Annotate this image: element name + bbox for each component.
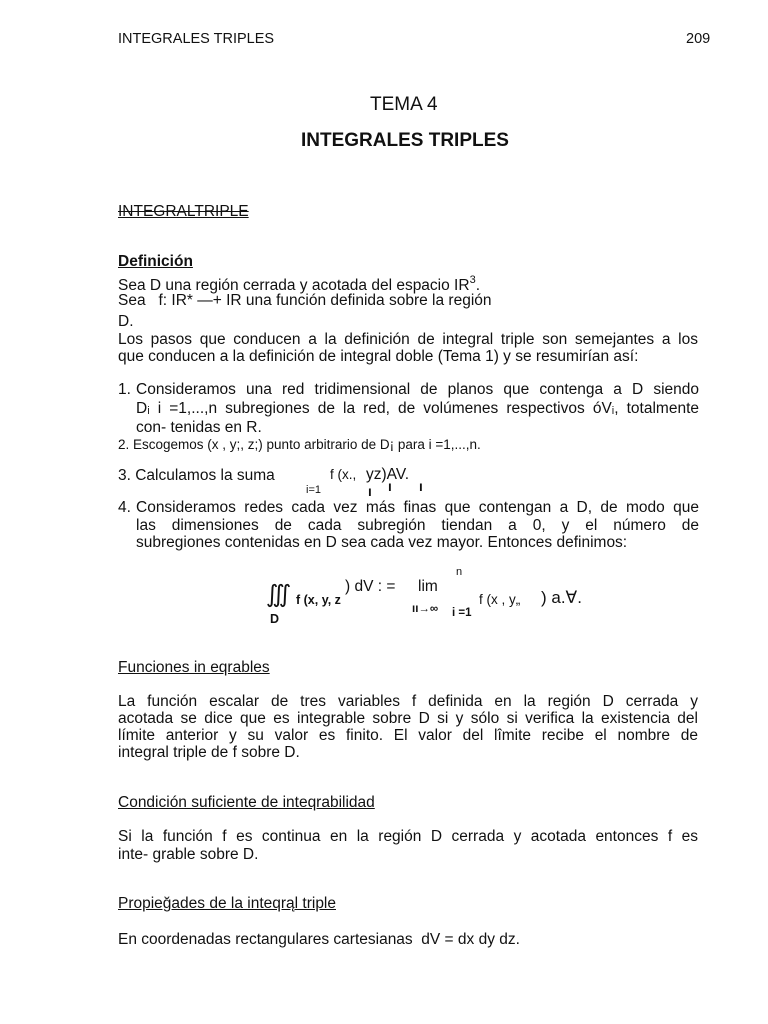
step-4-number: 4. <box>118 499 131 516</box>
sum-upper-limit: n <box>456 566 463 578</box>
subscript-mark-3: ı <box>419 479 423 494</box>
running-header: INTEGRALES TRIPLES <box>118 31 275 47</box>
section-heading-sufficient-condition: Condición suficiente de inteqrabilidad <box>118 794 375 811</box>
triple-integral-sign: ∭ <box>266 581 292 608</box>
step-1-number: 1. <box>118 381 131 398</box>
section-4-line-1: En coordenadas rectangulares cartesianas dV = dx dy dz. <box>118 931 520 948</box>
integrand: f (x, y, z <box>296 593 341 607</box>
volume-element: ) dV : = <box>345 578 396 595</box>
summand: f (x , y„ <box>479 592 521 607</box>
definition-line-1-end: . <box>475 277 480 294</box>
step-3-expression-end: yz)AV. <box>366 466 410 483</box>
sum-index-lower: i=1 <box>306 484 321 496</box>
definition-line-3: D. <box>118 313 134 330</box>
section-3-line-2: inte- grable sobre D. <box>118 846 259 863</box>
page-number: 209 <box>686 31 711 47</box>
limit-label: lim <box>418 578 438 595</box>
definition-heading: Definición <box>118 253 193 270</box>
section-heading-properties: Propieğades de la inteqrąl triple <box>118 895 336 912</box>
section-heading-integrable-functions: Funciones in eqrables <box>118 659 270 676</box>
section-2-line-3: límite anterior y su valor es finito. El valor del lîmite recibe el nombre de <box>118 727 698 744</box>
definition-line-4: Los pasos que conducen a la definición de integral triple son semejantes a los <box>118 331 698 348</box>
step-1-line-2: Dᵢ i =1,...,n subregiones de la red, de volúmenes respectivos óVᵢ, totalmente <box>136 400 699 417</box>
superscript-3: 3 <box>469 274 476 286</box>
step-1-line-1: Consideramos una red tridimensional de planos que contenga a D siendo <box>136 381 699 398</box>
definition-line-1-text: Sea D una región cerrada y acotada del espacio IR <box>118 277 470 294</box>
step-3-expression: f (x., <box>330 467 357 482</box>
section-3-line-1: Si la función f es continua en la región D cerrada y acotada entonces f es <box>118 828 698 845</box>
step-4-line-2: las dimensiones de cada subregión tiendan a 0, y el número de <box>136 517 699 534</box>
step-4-line-3: subregiones contenidas en D sea cada vez mayor. Entonces definimos: <box>136 534 628 551</box>
chapter-title: INTEGRALES TRIPLES <box>301 130 509 151</box>
section-2-line-4: integral triple de f sobre D. <box>118 744 300 761</box>
step-2: 2. Escogemos (x , y;, z;) punto arbitrario de D¡ para i =1,...,n. <box>118 437 481 452</box>
chapter-number: TEMA 4 <box>370 94 438 115</box>
step-4-line-1: Consideramos redes cada vez más finas que contengan a D, de modo que <box>136 499 699 516</box>
step-1-line-3: con- tenidas en R. <box>136 419 262 436</box>
limit-subscript: ıı→∞ <box>412 603 439 615</box>
subscript-mark-1: ı <box>368 484 372 499</box>
section-2-line-2: acotada se dice que es integrable sobre D si y sólo si verifica la existencia del <box>118 710 698 727</box>
definition-line-2: Sea f: IR* —+ IR una función definida sobre la región <box>118 292 492 309</box>
sum-lower-limit: i =1 <box>452 607 472 619</box>
integration-domain: D <box>270 612 280 626</box>
subscript-mark-2: ı <box>388 479 392 494</box>
section-heading-integral-triple: INTEGRALTRIPLE <box>118 203 249 220</box>
step-3-label: 3. Calculamos la suma <box>118 467 275 484</box>
formula-tail: ) a.∀. <box>541 588 582 607</box>
section-2-line-1: La función escalar de tres variables f definida en la región D cerrada y <box>118 693 698 710</box>
definition-line-5: que conducen a la definición de integral doble (Tema 1) y se resumirían así: <box>118 348 639 365</box>
